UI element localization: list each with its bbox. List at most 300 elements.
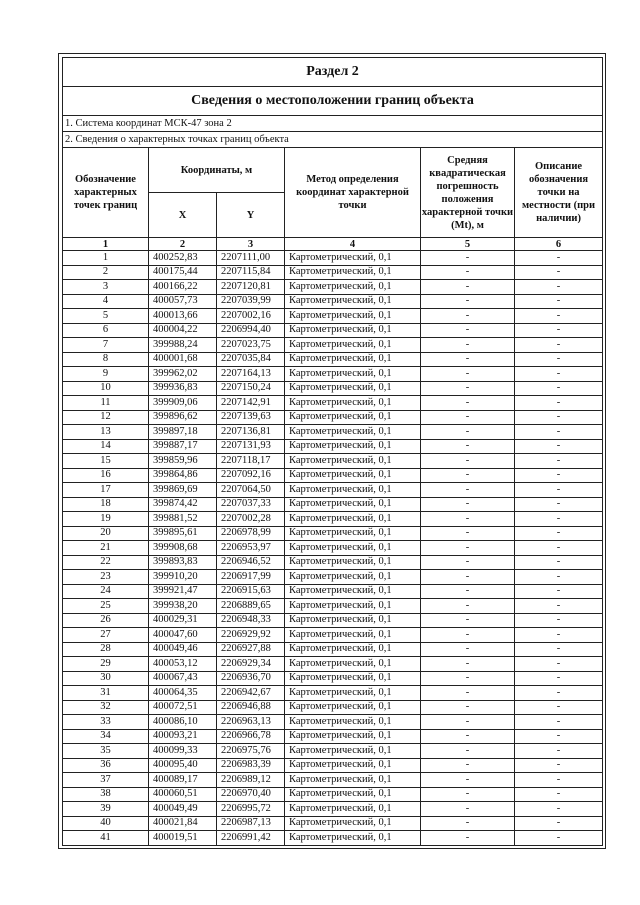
point-number-cell: 36 [63,758,149,773]
description-cell: - [515,686,603,701]
point-number-cell: 40 [63,816,149,831]
method-cell: Картометрический, 0,1 [285,831,421,846]
point-number-cell: 38 [63,787,149,802]
x-cell: 400099,33 [149,744,217,759]
error-cell: - [421,309,515,324]
x-cell: 400053,12 [149,657,217,672]
x-cell: 400013,66 [149,309,217,324]
method-cell: Картометрический, 0,1 [285,294,421,309]
point-number-cell: 14 [63,439,149,454]
table-row [63,555,603,570]
y-cell: 2207150,24 [217,381,285,396]
error-cell: - [421,294,515,309]
column-number: 2 [149,238,217,251]
error-cell: - [421,497,515,512]
x-cell: 399874,42 [149,497,217,512]
error-cell: - [421,454,515,469]
y-cell: 2206983,39 [217,758,285,773]
x-cell: 399909,06 [149,396,217,411]
method-cell: Картометрический, 0,1 [285,468,421,483]
error-cell: - [421,483,515,498]
table-row [63,773,603,788]
table-row [63,758,603,773]
point-number-cell: 12 [63,410,149,425]
error-cell: - [421,425,515,440]
point-number-cell: 32 [63,700,149,715]
point-number-cell: 5 [63,309,149,324]
method-cell: Картометрический, 0,1 [285,729,421,744]
error-cell: - [421,700,515,715]
error-cell: - [421,439,515,454]
method-cell: Картометрический, 0,1 [285,381,421,396]
error-cell: - [421,657,515,672]
error-cell: - [421,265,515,280]
point-number-cell: 13 [63,425,149,440]
point-number-cell: 6 [63,323,149,338]
description-cell: - [515,323,603,338]
method-cell: Картометрический, 0,1 [285,352,421,367]
method-cell: Картометрический, 0,1 [285,555,421,570]
description-cell: - [515,439,603,454]
point-number-cell: 35 [63,744,149,759]
method-cell: Картометрический, 0,1 [285,280,421,295]
x-cell: 399921,47 [149,584,217,599]
x-cell: 399908,68 [149,541,217,556]
description-cell: - [515,671,603,686]
y-cell: 2206975,76 [217,744,285,759]
y-cell: 2207039,99 [217,294,285,309]
method-cell: Картометрический, 0,1 [285,425,421,440]
y-cell: 2206946,52 [217,555,285,570]
description-cell: - [515,512,603,527]
point-number-cell: 8 [63,352,149,367]
description-cell: - [515,715,603,730]
description-cell: - [515,352,603,367]
document-body [62,57,602,846]
description-cell: - [515,280,603,295]
points-title-row [63,132,603,148]
y-cell: 2207023,75 [217,338,285,353]
method-cell: Картометрический, 0,1 [285,700,421,715]
description-cell: - [515,570,603,585]
point-number-cell: 41 [63,831,149,846]
table-row [63,439,603,454]
header-error: Средняя квадратическая погрешность положения характерной точки (Mt), м [421,148,515,238]
description-cell: - [515,251,603,266]
y-cell: 2206978,99 [217,526,285,541]
method-cell: Картометрический, 0,1 [285,816,421,831]
method-cell: Картометрический, 0,1 [285,787,421,802]
header-coordinates: Координаты, м [149,148,285,193]
y-cell: 2207142,91 [217,396,285,411]
method-cell: Картометрический, 0,1 [285,251,421,266]
method-cell: Картометрический, 0,1 [285,323,421,338]
x-cell: 399859,96 [149,454,217,469]
x-cell: 400067,43 [149,671,217,686]
method-cell: Картометрический, 0,1 [285,671,421,686]
point-number-cell: 39 [63,802,149,817]
x-cell: 400049,49 [149,802,217,817]
section-title: Раздел 2 [63,58,603,87]
error-cell: - [421,396,515,411]
column-number: 4 [285,238,421,251]
method-cell: Картометрический, 0,1 [285,686,421,701]
coord-system: 1. Система координат МСК-47 зона 2 [63,116,603,132]
y-cell: 2207164,13 [217,367,285,382]
table-row [63,265,603,280]
description-cell: - [515,309,603,324]
table-row [63,787,603,802]
error-cell: - [421,410,515,425]
error-cell: - [421,352,515,367]
table-row [63,584,603,599]
y-cell: 2207139,63 [217,410,285,425]
column-number: 1 [63,238,149,251]
coord-system-row [63,116,603,132]
y-cell: 2206991,42 [217,831,285,846]
description-cell: - [515,584,603,599]
y-cell: 2207111,00 [217,251,285,266]
table-row [63,657,603,672]
y-cell: 2206929,92 [217,628,285,643]
x-cell: 399897,18 [149,425,217,440]
method-cell: Картометрический, 0,1 [285,599,421,614]
x-cell: 399936,83 [149,381,217,396]
error-cell: - [421,816,515,831]
description-cell: - [515,744,603,759]
error-cell: - [421,831,515,846]
error-cell: - [421,280,515,295]
boundary-table [62,57,603,846]
point-number-cell: 17 [63,483,149,498]
table-row [63,686,603,701]
error-cell: - [421,381,515,396]
y-cell: 2206929,34 [217,657,285,672]
error-cell: - [421,468,515,483]
method-cell: Картометрический, 0,1 [285,396,421,411]
x-cell: 400029,31 [149,613,217,628]
error-cell: - [421,613,515,628]
method-cell: Картометрический, 0,1 [285,570,421,585]
point-number-cell: 16 [63,468,149,483]
table-row [63,425,603,440]
x-cell: 399962,02 [149,367,217,382]
point-number-cell: 10 [63,381,149,396]
y-cell: 2206953,97 [217,541,285,556]
table-row [63,570,603,585]
method-cell: Картометрический, 0,1 [285,483,421,498]
table-row [63,381,603,396]
table-row [63,802,603,817]
y-cell: 2206948,33 [217,613,285,628]
error-cell: - [421,599,515,614]
table-row [63,251,603,266]
x-cell: 399988,24 [149,338,217,353]
point-number-cell: 3 [63,280,149,295]
y-cell: 2207120,81 [217,280,285,295]
table-row [63,541,603,556]
description-cell: - [515,265,603,280]
description-cell: - [515,773,603,788]
method-cell: Картометрический, 0,1 [285,773,421,788]
x-cell: 399869,69 [149,483,217,498]
table-row [63,816,603,831]
point-number-cell: 9 [63,367,149,382]
description-cell: - [515,454,603,469]
description-cell: - [515,526,603,541]
table-row [63,483,603,498]
column-numbers-row [63,238,603,251]
section-row [63,58,603,87]
table-row [63,671,603,686]
y-cell: 2206966,78 [217,729,285,744]
description-cell: - [515,613,603,628]
column-number: 5 [421,238,515,251]
point-number-cell: 24 [63,584,149,599]
description-cell: - [515,831,603,846]
point-number-cell: 30 [63,671,149,686]
point-number-cell: 26 [63,613,149,628]
error-cell: - [421,338,515,353]
description-cell: - [515,410,603,425]
table-row [63,613,603,628]
x-cell: 399910,20 [149,570,217,585]
point-number-cell: 1 [63,251,149,266]
x-cell: 400093,21 [149,729,217,744]
x-cell: 399887,17 [149,439,217,454]
header-designation: Обозначение характерных точек границ [63,148,149,238]
description-cell: - [515,802,603,817]
y-cell: 2206936,70 [217,671,285,686]
table-row [63,410,603,425]
y-cell: 2206995,72 [217,802,285,817]
method-cell: Картометрический, 0,1 [285,758,421,773]
error-cell: - [421,671,515,686]
point-number-cell: 33 [63,715,149,730]
point-number-cell: 15 [63,454,149,469]
point-number-cell: 11 [63,396,149,411]
point-number-cell: 19 [63,512,149,527]
description-cell: - [515,816,603,831]
table-row [63,526,603,541]
description-cell: - [515,541,603,556]
point-number-cell: 20 [63,526,149,541]
subtitle-row [63,87,603,116]
x-cell: 400064,35 [149,686,217,701]
method-cell: Картометрический, 0,1 [285,584,421,599]
y-cell: 2207092,16 [217,468,285,483]
error-cell: - [421,526,515,541]
x-cell: 400047,60 [149,628,217,643]
table-row [63,323,603,338]
error-cell: - [421,570,515,585]
table-row [63,512,603,527]
point-number-cell: 27 [63,628,149,643]
description-cell: - [515,381,603,396]
description-cell: - [515,396,603,411]
method-cell: Картометрический, 0,1 [285,454,421,469]
error-cell: - [421,367,515,382]
y-cell: 2206889,65 [217,599,285,614]
table-row [63,628,603,643]
error-cell: - [421,251,515,266]
description-cell: - [515,367,603,382]
description-cell: - [515,425,603,440]
description-cell: - [515,657,603,672]
error-cell: - [421,584,515,599]
x-cell: 399893,83 [149,555,217,570]
error-cell: - [421,773,515,788]
method-cell: Картометрический, 0,1 [285,802,421,817]
error-cell: - [421,715,515,730]
point-number-cell: 18 [63,497,149,512]
description-cell: - [515,468,603,483]
header-y: Y [217,193,285,238]
x-cell: 400057,73 [149,294,217,309]
error-cell: - [421,744,515,759]
y-cell: 2206927,88 [217,642,285,657]
point-number-cell: 34 [63,729,149,744]
method-cell: Картометрический, 0,1 [285,744,421,759]
column-number: 6 [515,238,603,251]
description-cell: - [515,787,603,802]
y-cell: 2207037,33 [217,497,285,512]
y-cell: 2206987,13 [217,816,285,831]
error-cell: - [421,541,515,556]
table-row [63,338,603,353]
y-cell: 2206915,63 [217,584,285,599]
x-cell: 400175,44 [149,265,217,280]
point-number-cell: 28 [63,642,149,657]
error-cell: - [421,642,515,657]
point-number-cell: 22 [63,555,149,570]
table-row [63,715,603,730]
table-row [63,294,603,309]
y-cell: 2206946,88 [217,700,285,715]
point-number-cell: 2 [63,265,149,280]
description-cell: - [515,729,603,744]
x-cell: 400089,17 [149,773,217,788]
error-cell: - [421,555,515,570]
method-cell: Картометрический, 0,1 [285,526,421,541]
table-row [63,468,603,483]
x-cell: 400166,22 [149,280,217,295]
point-number-cell: 23 [63,570,149,585]
method-cell: Картометрический, 0,1 [285,657,421,672]
x-cell: 400095,40 [149,758,217,773]
point-number-cell: 25 [63,599,149,614]
x-cell: 400019,51 [149,831,217,846]
x-cell: 399864,86 [149,468,217,483]
description-cell: - [515,555,603,570]
table-row [63,831,603,846]
table-row [63,367,603,382]
x-cell: 400049,46 [149,642,217,657]
method-cell: Картометрический, 0,1 [285,410,421,425]
method-cell: Картометрический, 0,1 [285,541,421,556]
y-cell: 2206963,13 [217,715,285,730]
description-cell: - [515,497,603,512]
table-row [63,352,603,367]
x-cell: 400001,68 [149,352,217,367]
x-cell: 399896,62 [149,410,217,425]
point-number-cell: 21 [63,541,149,556]
table-row [63,700,603,715]
x-cell: 400086,10 [149,715,217,730]
header-x: X [149,193,217,238]
method-cell: Картометрический, 0,1 [285,512,421,527]
y-cell: 2207002,28 [217,512,285,527]
table-row [63,396,603,411]
section-subtitle: Сведения о местоположении границ объекта [63,87,603,116]
y-cell: 2206970,40 [217,787,285,802]
y-cell: 2206917,99 [217,570,285,585]
description-cell: - [515,700,603,715]
x-cell: 400021,84 [149,816,217,831]
method-cell: Картометрический, 0,1 [285,613,421,628]
y-cell: 2207118,17 [217,454,285,469]
table-row [63,454,603,469]
error-cell: - [421,686,515,701]
point-number-cell: 7 [63,338,149,353]
y-cell: 2206994,40 [217,323,285,338]
method-cell: Картометрический, 0,1 [285,497,421,512]
error-cell: - [421,628,515,643]
error-cell: - [421,758,515,773]
error-cell: - [421,323,515,338]
method-cell: Картометрический, 0,1 [285,309,421,324]
table-row [63,309,603,324]
method-cell: Картометрический, 0,1 [285,265,421,280]
y-cell: 2206989,12 [217,773,285,788]
error-cell: - [421,512,515,527]
method-cell: Картометрический, 0,1 [285,628,421,643]
table-row [63,599,603,614]
y-cell: 2207131,93 [217,439,285,454]
table-row [63,280,603,295]
table-row [63,744,603,759]
y-cell: 2206942,67 [217,686,285,701]
table-row [63,497,603,512]
table-row [63,729,603,744]
y-cell: 2207064,50 [217,483,285,498]
description-cell: - [515,628,603,643]
points-title: 2. Сведения о характерных точках границ объекта [63,132,603,148]
x-cell: 399881,52 [149,512,217,527]
description-cell: - [515,294,603,309]
x-cell: 400072,51 [149,700,217,715]
error-cell: - [421,787,515,802]
header-description: Описание обозначения точки на местности (при наличии) [515,148,603,238]
header-method: Метод определения координат характерной точки [285,148,421,238]
point-number-cell: 31 [63,686,149,701]
header-row [63,148,603,193]
table-row [63,642,603,657]
description-cell: - [515,338,603,353]
method-cell: Картометрический, 0,1 [285,715,421,730]
point-number-cell: 29 [63,657,149,672]
method-cell: Картометрический, 0,1 [285,642,421,657]
column-number: 3 [217,238,285,251]
description-cell: - [515,483,603,498]
description-cell: - [515,758,603,773]
method-cell: Картометрический, 0,1 [285,439,421,454]
method-cell: Картометрический, 0,1 [285,367,421,382]
y-cell: 2207136,81 [217,425,285,440]
x-cell: 400004,22 [149,323,217,338]
point-number-cell: 4 [63,294,149,309]
method-cell: Картометрический, 0,1 [285,338,421,353]
